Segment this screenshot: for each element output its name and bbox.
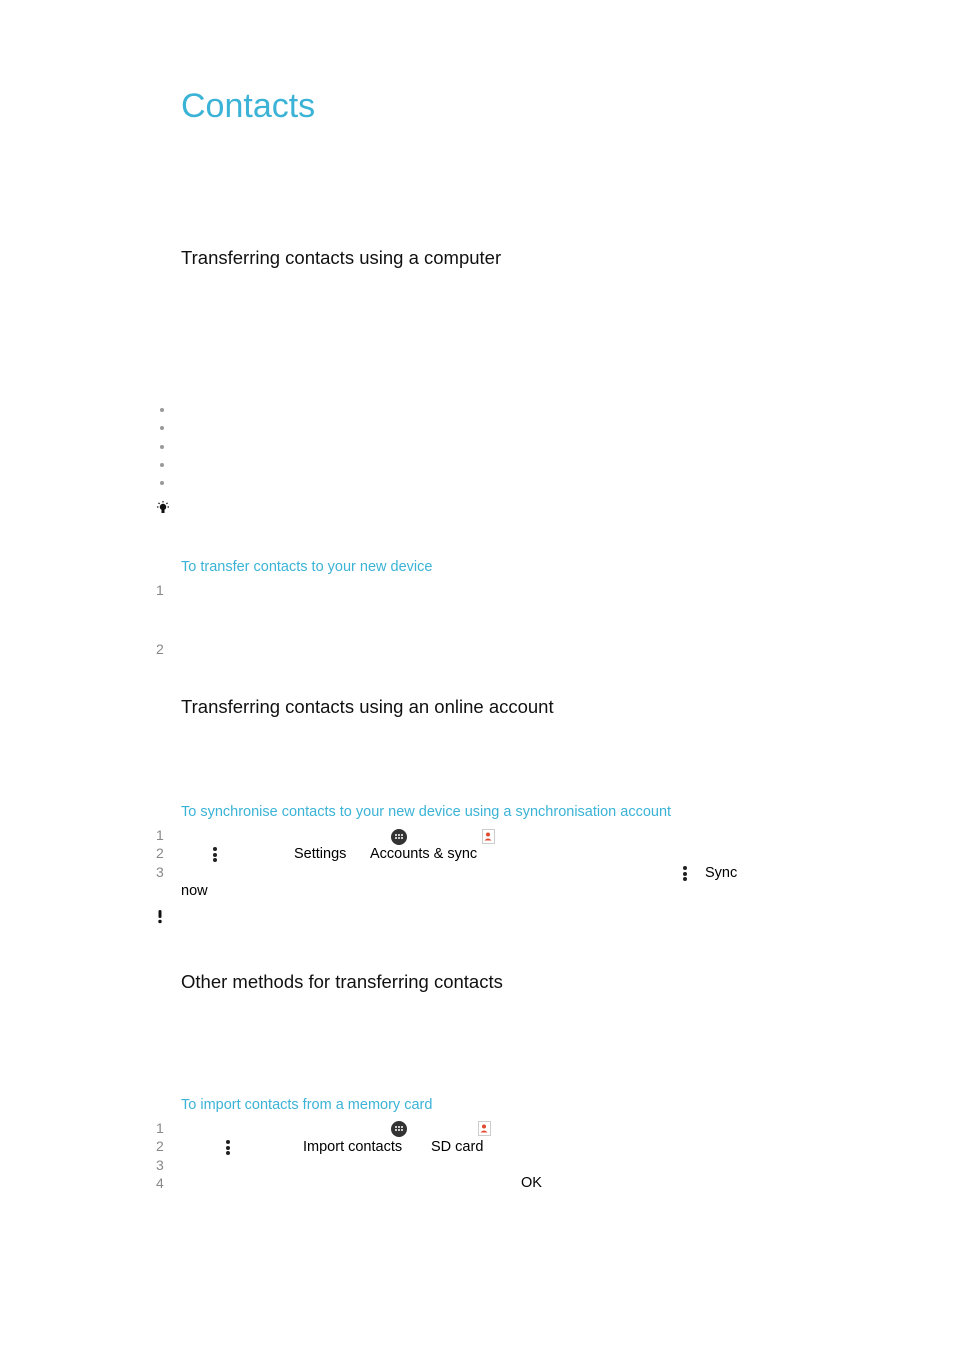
step-number: 2 (156, 1138, 164, 1154)
contacts-app-icon (478, 1121, 491, 1136)
procedure-title-import: To import contacts from a memory card (181, 1097, 433, 1113)
step-number: 1 (156, 827, 164, 843)
bullet-point (160, 481, 164, 485)
ui-term-accounts-sync: Accounts & sync (370, 846, 478, 862)
procedure-title-sync: To synchronise contacts to your new device using a synchronisation account (181, 804, 672, 820)
ui-term-ok: OK (521, 1175, 542, 1191)
step-number: 1 (156, 1120, 164, 1136)
step-number: 3 (156, 864, 164, 880)
step-number: 2 (156, 845, 164, 861)
page-title: Contacts (181, 87, 316, 125)
ui-term-settings: Settings (294, 846, 347, 862)
step-number: 3 (156, 1157, 164, 1173)
section-heading-online-account: Transferring contacts using an online account (181, 696, 554, 717)
step-number: 4 (156, 1175, 164, 1191)
bullet-point (160, 445, 164, 449)
step-number: 2 (156, 641, 164, 657)
ui-term-import-contacts: Import contacts (303, 1139, 403, 1155)
section-heading-other-methods: Other methods for transferring contacts (181, 971, 503, 992)
procedure-title-transfer: To transfer contacts to your new device (181, 559, 433, 575)
bullet-point (160, 463, 164, 467)
section-heading-computer: Transferring contacts using a computer (181, 247, 502, 268)
ui-term-sync: Sync (705, 865, 738, 881)
more-options-icon (212, 847, 218, 864)
lightbulb-icon (155, 500, 171, 516)
app-screen-icon (391, 1121, 407, 1137)
ui-term-now: now (181, 883, 208, 899)
app-screen-icon (391, 829, 407, 845)
bullet-point (160, 408, 164, 412)
exclamation-icon (156, 909, 164, 925)
more-options-icon (682, 866, 688, 883)
more-options-icon (225, 1140, 231, 1157)
ui-term-sd-card: SD card (431, 1139, 484, 1155)
bullet-point (160, 426, 164, 430)
step-number: 1 (156, 582, 164, 598)
contacts-app-icon (482, 829, 495, 844)
